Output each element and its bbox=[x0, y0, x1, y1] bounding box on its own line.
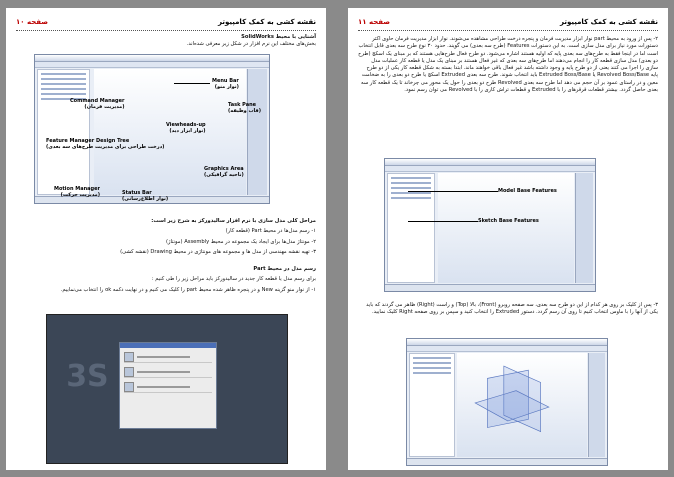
section-title: آشنایی با محیط SolidWorks bbox=[241, 34, 316, 40]
label-sketch-base-features: Sketch Base Features bbox=[478, 218, 539, 224]
step-item: ۲- مونتاژ مدل‌ها برای ایجاد یک مجموعه در محیط Assembly (مونتاژ) bbox=[165, 238, 316, 245]
intro-text: بخش‌های مختلف این نرم افزار در شکل زیر معرفی شده‌اند. bbox=[186, 41, 316, 48]
subsection-text: برای رسم مدل یا قطعه کار جدید در سالیدورکز باید مراحل زیر را طی کنیم : bbox=[151, 276, 316, 283]
step-item: ۳- تهیه نقشه مهندسی از مدل ها و مجموعه های مونتاژی در محیط Drawing (نقشه کشی) bbox=[120, 248, 316, 255]
label-menu-bar: Menu Bar (نوار منو) bbox=[212, 78, 239, 90]
reference-planes bbox=[467, 362, 557, 444]
right-header-page-number: صفحه ۱۱ bbox=[358, 18, 391, 26]
label-viewheads-up: Viewheads-up (نوار ابزار دید) bbox=[166, 122, 206, 134]
label-status-bar: Status Bar (نوار اطلاع‌رسانی) bbox=[122, 190, 169, 202]
left-page bbox=[6, 8, 326, 470]
paragraph-1: ۲- پس از ورود به محیط part نوار ابزار مدیریت فرمان و پنجره درخت طراحی مشاهده می‌شوند. نوار ابزار مدیریت فرمان حاوی اکثر دستورات مورد نیاز برای مدل سازی است. به این دستورات Features (طرح سه بعدی) می گویند. حدود ۳۰ نوع طرح سه بعدی قابل انتخاب است اما در اینجا فقط به طرح‌های سه بعدی پایه که اولیه هستند اشاره می‌شود. دو طرح فعال طرح‌هایی هستند که بر مبنای یک اسکچ (طرح دو بعدی) مدل سازی قطعه کار را انجام می‌دهند اما طرح‌های سه بعدی که غیر فعال هستند بر مبنای یک مدل یا قطعه کار عملیات مدل سازی را اجرا می کنند یعنی از دو طرح پایه و وجود داشته باشد غیر فعال باقی خواهند ماند. ابتدا بسته به شکل قطعه کار یکی از دو طرح پایه Revolved Boss/Base یا Extruded Boss/Base باید انتخاب شوند. طرح سه بعدی Extruded اسکچ یا طرح دو بعدی را به ضخامت معین و در راستای عمود بر آن حجم می دهد اما طرح سه بعدی Revolved طرح دو بعدی را حول یک محور می چرخاند تا یک قطعه کار سه بعدی حاصل گردد. بیشتر قطعات قرقرهای را با Extruded و قطعات تراش کاری را با Revolved می توان رسم نمود. bbox=[358, 36, 658, 94]
right-page bbox=[348, 8, 668, 470]
left-header-title: نقشه کشی به کمک کامپیوتر bbox=[218, 18, 316, 26]
label-graphics-area: Graphics Area (ناحیه گرافیکی) bbox=[204, 166, 244, 178]
label-model-base-features: Model Base Features bbox=[498, 188, 557, 194]
left-header-page-number: صفحه ۱۰ bbox=[16, 18, 49, 26]
subsection-step: ۱- از نوار منو گزینه New و در پنجره ظاهر شده محیط part را کلیک می کنیم و در نهایت دکمه ok را انتخاب می‌نماییم. bbox=[60, 286, 316, 293]
new-document-figure: 3S bbox=[46, 314, 288, 464]
label-feature-tree: Feature Manager Design Tree (درخت طراحی برای مدیریت طرح‌های سه بعدی) bbox=[46, 138, 165, 150]
label-command-manager: Command Manager (مدیریت فرمان) bbox=[70, 98, 125, 110]
solidworks-ui-figure bbox=[34, 54, 270, 204]
paragraph-2: ۳- پس از کلیک بر روی هر کدام از این دو طرح سه بعدی، سه صفحه روبرو (Front)، بالا (Top) و راست (Right) ظاهر می گردند که باید یکی از آنها را با ماوس انتخاب کنیم تا روی آن رسم گردد. دستور Extruded را انتخاب کنید و سپس بر روی صفحه Right کلیک نمایید. bbox=[366, 302, 658, 316]
label-task-pane: Task Pane (قاب وظیفه) bbox=[228, 102, 261, 114]
right-header-title: نقشه کشی به کمک کامپیوتر bbox=[560, 18, 658, 26]
steps-intro: مراحل کلی مدل سازی با نرم افزار سالیدورکز به شرح زیر است: bbox=[151, 218, 316, 224]
step-item: ۱- رسم مدل‌ها در محیط Part (قطعه کار) bbox=[225, 228, 316, 235]
part-environment-figure bbox=[384, 158, 596, 292]
subsection-title: رسم مدل در محیط Part bbox=[253, 266, 316, 273]
left-page-header bbox=[16, 18, 316, 31]
label-motion-manager: Motion Manager (مدیریت حرکت) bbox=[54, 186, 100, 198]
right-page-header bbox=[358, 18, 658, 31]
planes-figure bbox=[406, 338, 608, 466]
